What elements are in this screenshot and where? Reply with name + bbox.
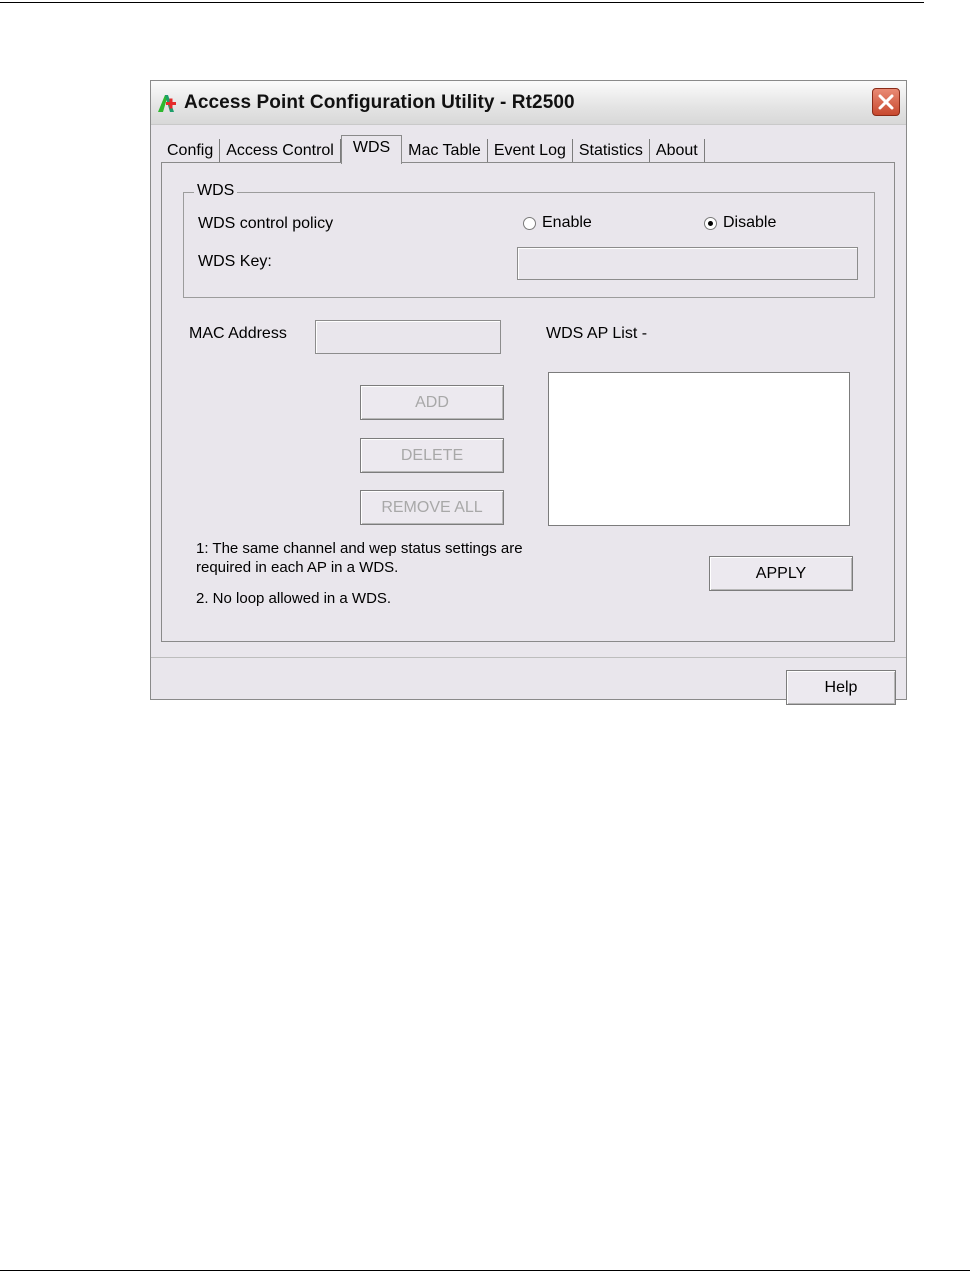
wds-control-policy-label: WDS control policy bbox=[198, 215, 334, 232]
tab-statistics[interactable]: Statistics bbox=[573, 139, 650, 163]
help-button[interactable]: Help bbox=[786, 670, 896, 705]
delete-button[interactable]: DELETE bbox=[360, 438, 504, 473]
window-title: Access Point Configuration Utility - Rt2500 bbox=[184, 92, 575, 113]
tab-access-control[interactable]: Access Control bbox=[220, 139, 341, 163]
tab-strip bbox=[161, 133, 705, 163]
wds-groupbox bbox=[183, 182, 875, 298]
config-utility-window bbox=[150, 80, 907, 700]
enable-radio[interactable] bbox=[523, 214, 592, 232]
app-logo-icon bbox=[157, 93, 177, 113]
disable-radio-circle[interactable] bbox=[704, 217, 717, 230]
note-1-line-1: 1: The same channel and wep status settings are bbox=[196, 540, 523, 557]
add-button[interactable]: ADD bbox=[360, 385, 504, 420]
close-button[interactable] bbox=[872, 88, 900, 116]
page-top-rule bbox=[0, 2, 924, 3]
tab-event-log[interactable]: Event Log bbox=[488, 139, 573, 163]
enable-radio-label: Enable bbox=[542, 214, 592, 231]
title-bar[interactable] bbox=[151, 81, 906, 125]
wds-ap-listbox[interactable] bbox=[548, 372, 850, 526]
tab-about[interactable]: About bbox=[650, 139, 705, 163]
client-area bbox=[151, 125, 906, 699]
mac-address-label: MAC Address bbox=[189, 325, 287, 342]
tab-config[interactable]: Config bbox=[161, 139, 220, 163]
wds-groupbox-title: WDS bbox=[194, 182, 237, 200]
tab-wds[interactable]: WDS bbox=[341, 135, 402, 164]
close-icon bbox=[878, 94, 894, 110]
wds-key-input[interactable] bbox=[517, 247, 858, 280]
page-bottom-rule bbox=[0, 1270, 970, 1271]
wds-tab-panel bbox=[161, 162, 895, 642]
wds-key-label: WDS Key: bbox=[198, 253, 272, 270]
apply-button[interactable]: APPLY bbox=[709, 556, 853, 591]
wds-ap-list-label: WDS AP List - bbox=[546, 325, 648, 342]
note-2: 2. No loop allowed in a WDS. bbox=[196, 590, 392, 607]
mac-address-input[interactable] bbox=[315, 320, 501, 354]
enable-radio-circle[interactable] bbox=[523, 217, 536, 230]
remove-all-button[interactable]: REMOVE ALL bbox=[360, 490, 504, 525]
disable-radio[interactable] bbox=[704, 214, 776, 232]
footer-separator bbox=[151, 657, 906, 658]
disable-radio-label: Disable bbox=[723, 214, 777, 231]
tab-mac-table[interactable]: Mac Table bbox=[402, 139, 488, 163]
note-1-line-2: required in each AP in a WDS. bbox=[196, 559, 399, 576]
